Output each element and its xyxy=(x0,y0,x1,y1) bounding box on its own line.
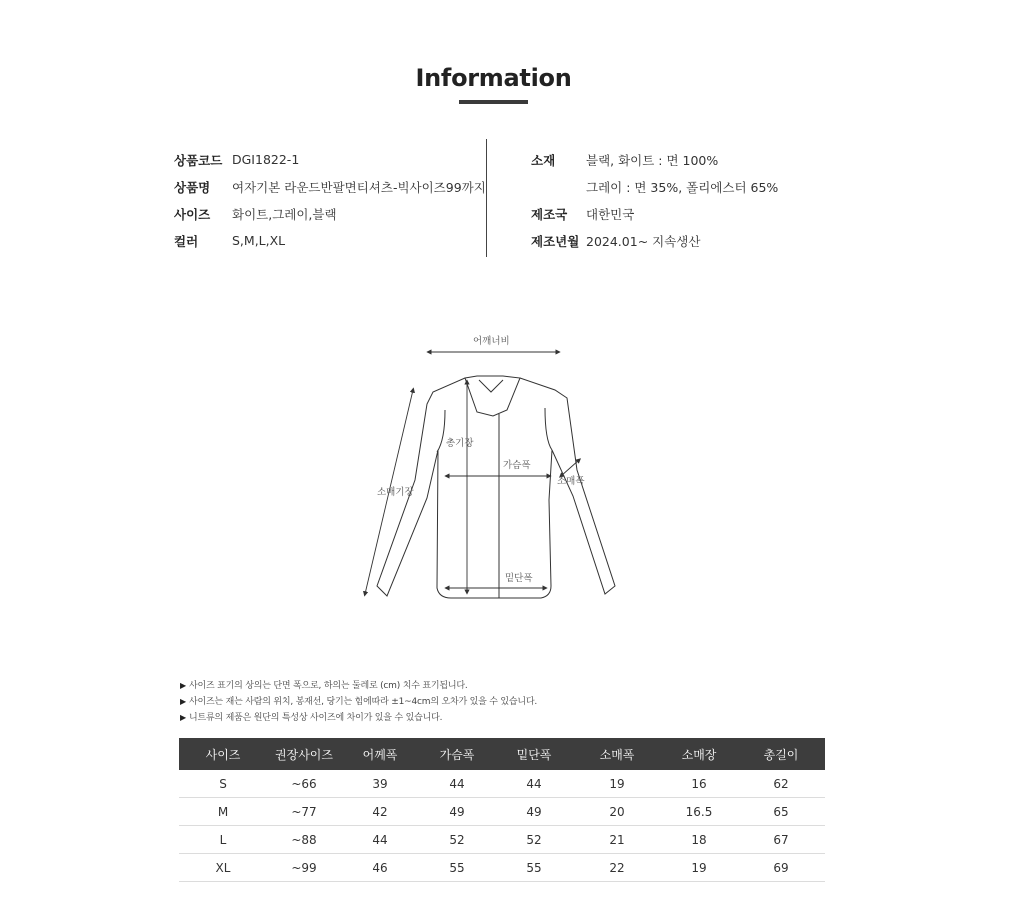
table-cell: ~88 xyxy=(267,826,341,854)
note-text: 사이즈는 재는 사람의 위치, 봉재선, 당기는 힘에따라 ±1~4cm의 오차가 있을 수 있습니다. xyxy=(188,697,538,707)
info-label: 소재 xyxy=(531,152,556,168)
label-shoulder: 어깨너비 xyxy=(473,336,510,347)
info-row-size xyxy=(174,200,486,227)
table-cell: S xyxy=(179,770,267,798)
table-cell: 67 xyxy=(737,826,825,854)
info-label: 컬러 xyxy=(174,233,199,249)
note-item xyxy=(180,694,537,710)
table-cell: 39 xyxy=(341,770,419,798)
info-row-date xyxy=(531,227,778,254)
table-cell: 49 xyxy=(419,798,495,826)
table-cell: 52 xyxy=(495,826,573,854)
label-sleeve-width: 소매폭 xyxy=(557,476,585,487)
info-divider xyxy=(486,139,487,257)
table-cell: M xyxy=(179,798,267,826)
info-value: S,M,L,XL xyxy=(232,233,286,248)
label-total-length: 총기장 xyxy=(446,438,474,449)
table-cell: 44 xyxy=(495,770,573,798)
col-header: 사이즈 xyxy=(179,738,267,770)
info-value: 대한민국 xyxy=(586,206,635,222)
col-header: 권장사이즈 xyxy=(267,738,341,770)
note-text: 니트류의 제품은 원단의 특성상 사이즈에 차이가 있을 수 있습니다. xyxy=(188,713,443,723)
table-row xyxy=(179,826,825,854)
table-cell: 65 xyxy=(737,798,825,826)
shirt-diagram-icon xyxy=(355,330,625,610)
col-header: 소매장 xyxy=(661,738,737,770)
col-header: 소매폭 xyxy=(573,738,661,770)
table-cell: 69 xyxy=(737,854,825,882)
table-cell: 19 xyxy=(661,854,737,882)
col-header: 어께폭 xyxy=(341,738,419,770)
title-underline xyxy=(459,100,528,104)
info-label: 사이즈 xyxy=(174,206,211,222)
table-cell: 21 xyxy=(573,826,661,854)
info-row-origin xyxy=(531,200,778,227)
note-item xyxy=(180,678,537,694)
table-cell: 44 xyxy=(341,826,419,854)
table-cell: 16.5 xyxy=(661,798,737,826)
label-sleeve-length: 소매기장 xyxy=(377,487,414,498)
table-cell: 42 xyxy=(341,798,419,826)
product-info-right xyxy=(531,146,778,254)
info-label: 상품코드 xyxy=(174,152,223,168)
table-row xyxy=(179,770,825,798)
col-header: 가슴폭 xyxy=(419,738,495,770)
table-cell: 19 xyxy=(573,770,661,798)
page-title: Information xyxy=(415,64,572,92)
table-cell: 55 xyxy=(495,854,573,882)
table-cell: 16 xyxy=(661,770,737,798)
info-row-material-2 xyxy=(531,173,778,200)
col-header: 총길이 xyxy=(737,738,825,770)
size-notes xyxy=(180,678,537,726)
info-row-code xyxy=(174,146,486,173)
note-item xyxy=(180,710,537,726)
table-cell: 46 xyxy=(341,854,419,882)
col-header: 밑단폭 xyxy=(495,738,573,770)
info-label: 제조국 xyxy=(531,206,568,222)
note-text: 사이즈 표기의 상의는 단면 폭으로, 하의는 둘레로 (cm) 치수 표기됩니다. xyxy=(188,681,468,691)
table-cell: L xyxy=(179,826,267,854)
info-row-material xyxy=(531,146,778,173)
info-value: DGI1822-1 xyxy=(232,152,300,167)
info-row-name xyxy=(174,173,486,200)
table-cell: ~77 xyxy=(267,798,341,826)
info-row-color xyxy=(174,227,486,254)
info-label: 상품명 xyxy=(174,179,211,195)
table-header-row xyxy=(179,738,825,770)
table-cell: 49 xyxy=(495,798,573,826)
garment-measurement-diagram xyxy=(355,330,625,610)
triangle-right-icon: ▶ xyxy=(180,681,186,690)
table-cell: 18 xyxy=(661,826,737,854)
info-value: 그레이 : 면 35%, 폴리에스터 65% xyxy=(586,179,779,195)
table-cell: ~99 xyxy=(267,854,341,882)
info-value: 화이트,그레이,블랙 xyxy=(232,206,337,222)
table-cell: 55 xyxy=(419,854,495,882)
table-cell: 22 xyxy=(573,854,661,882)
product-info-left xyxy=(174,146,486,254)
info-label: 제조년월 xyxy=(531,233,580,249)
info-value: 여자기본 라운드반팔면티셔츠-빅사이즈99까지 xyxy=(232,179,486,195)
label-hem: 밑단폭 xyxy=(505,573,533,584)
table-row xyxy=(179,798,825,826)
table-row xyxy=(179,854,825,882)
table-cell: ~66 xyxy=(267,770,341,798)
info-value: 블랙, 화이트 : 면 100% xyxy=(586,152,719,168)
table-cell: 52 xyxy=(419,826,495,854)
triangle-right-icon: ▶ xyxy=(180,713,186,722)
table-cell: XL xyxy=(179,854,267,882)
table-cell: 44 xyxy=(419,770,495,798)
table-cell: 20 xyxy=(573,798,661,826)
label-chest: 가슴폭 xyxy=(503,460,531,471)
table-cell: 62 xyxy=(737,770,825,798)
triangle-right-icon: ▶ xyxy=(180,697,186,706)
info-value: 2024.01~ 지속생산 xyxy=(586,233,701,249)
size-table xyxy=(179,738,825,882)
